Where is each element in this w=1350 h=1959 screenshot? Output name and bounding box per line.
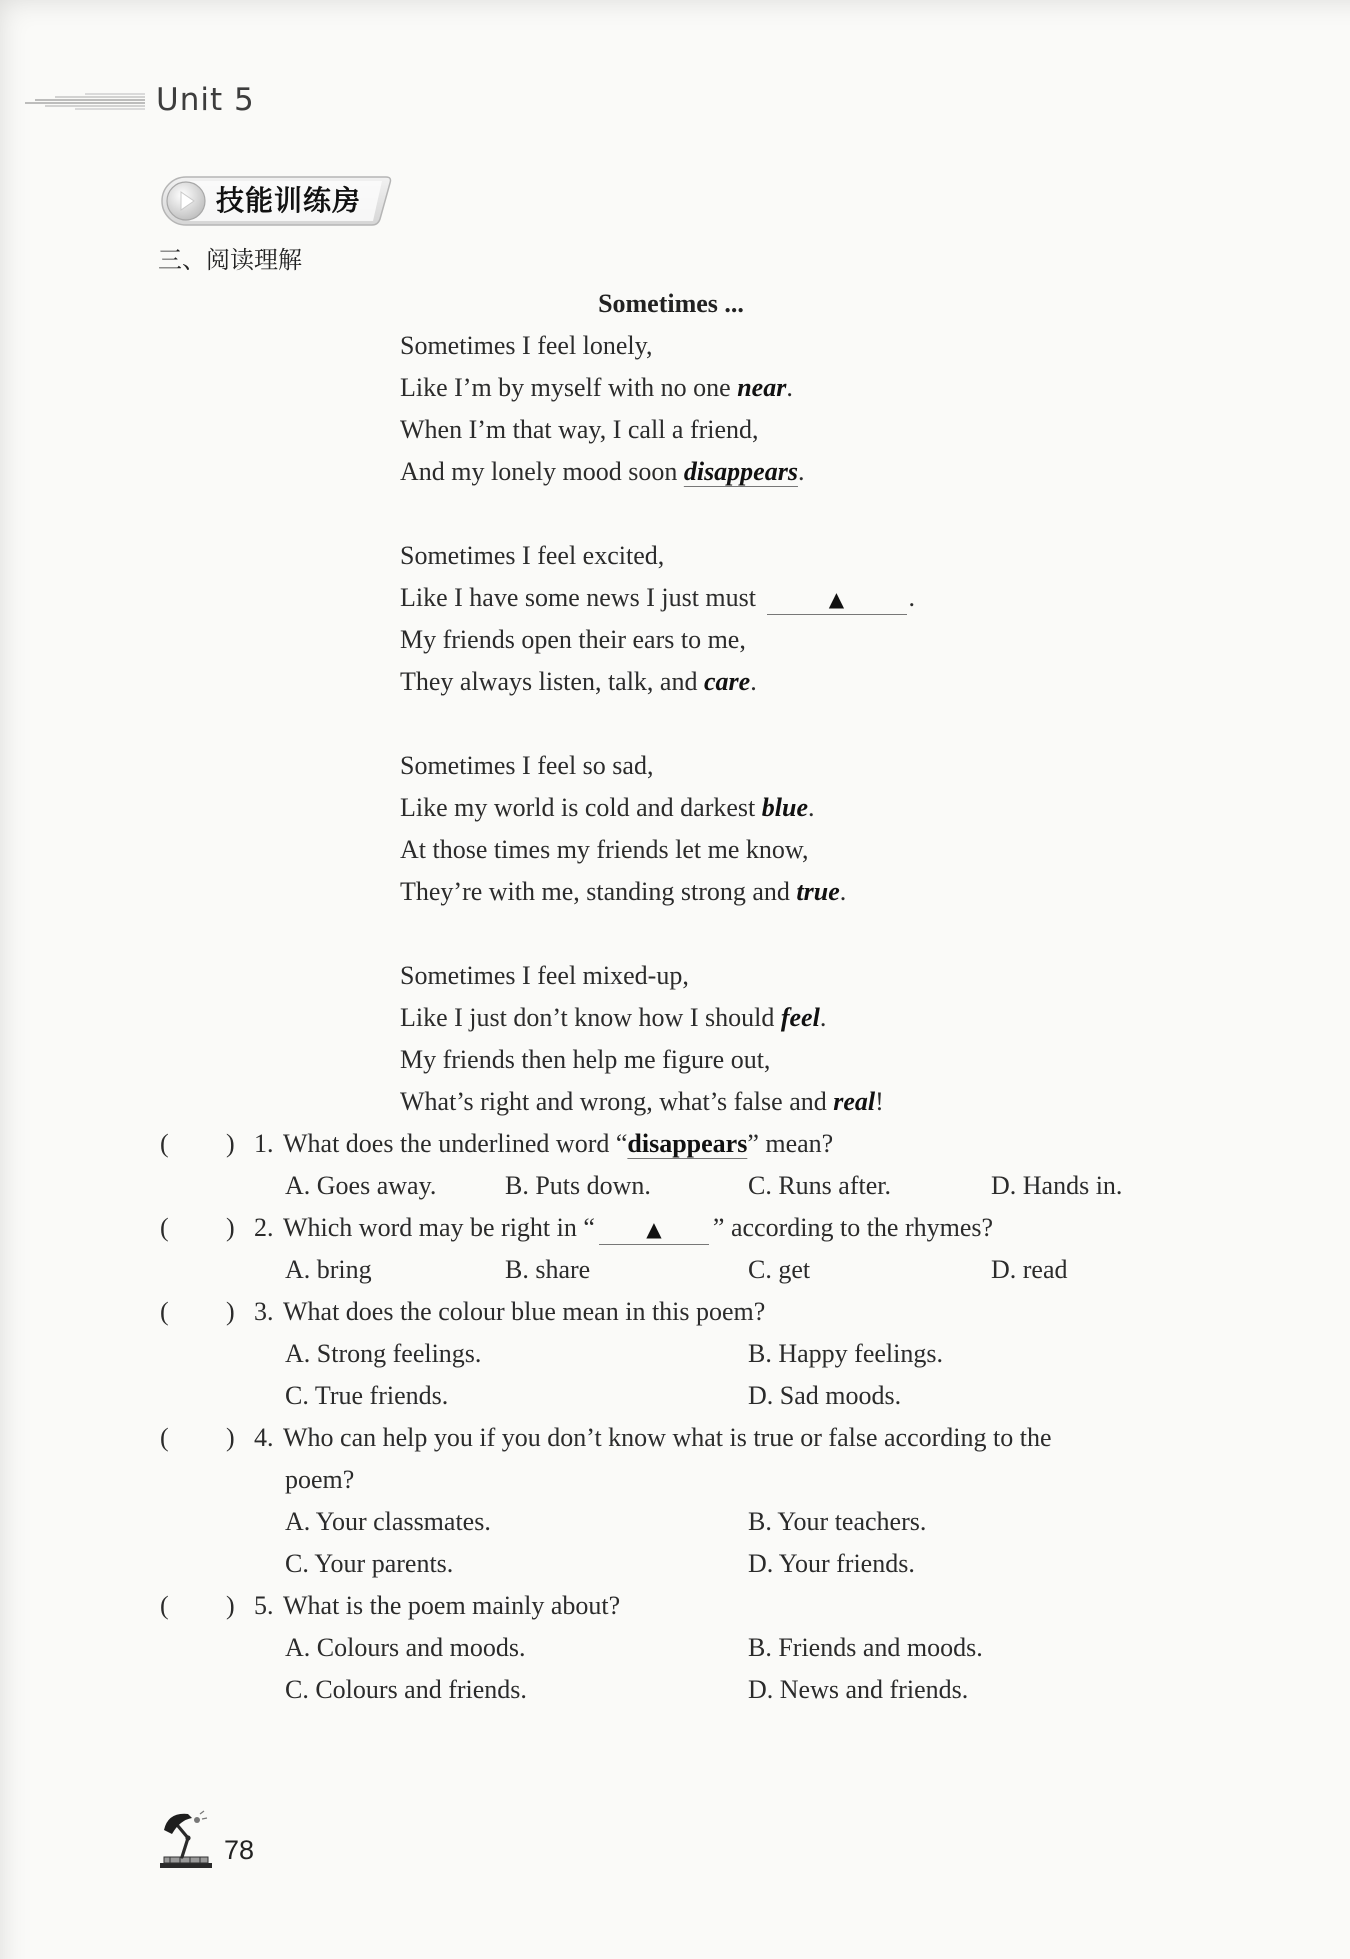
desk-lamp-icon [158,1808,216,1870]
question-text: What does the colour blue mean in this poem? [283,1297,766,1326]
underlined-word: disappears [627,1129,748,1158]
question-3-options-row-1 [0,1333,1350,1375]
poem-line-punct: . [908,583,915,612]
poem-line [0,661,1350,703]
poem-line-punct: . [797,457,805,486]
answer-bracket-close: ) [226,1423,235,1452]
option-c: C. Colours and friends. [285,1675,527,1704]
underlined-key-word: disappears [683,457,798,486]
question-number: 2. [254,1213,274,1242]
poem-line [0,787,1350,829]
option-a: A. Your classmates. [285,1507,491,1536]
question-4-options-row-1 [0,1501,1350,1543]
option-d: D. Hands in. [991,1171,1123,1200]
page-number: 78 [224,1835,255,1865]
question-2 [0,1207,1350,1249]
option-d: D. News and friends. [748,1675,969,1704]
question-number: 4. [254,1423,274,1452]
answer-bracket-open: ( [160,1297,169,1326]
answer-bracket-close: ) [226,1129,235,1158]
answer-blank [599,1215,709,1245]
poem-line: Sometimes I feel excited, [400,541,665,570]
poem-line-text: Like I have some news I just must [400,583,763,612]
question-text: Who can help you if you don’t know what is true or false according to the [283,1423,1052,1452]
answer-bracket-open: ( [160,1129,169,1158]
poem-line: When I’m that way, I call a friend, [400,415,759,444]
poem-line-text: What’s right and wrong, what’s false and [400,1087,834,1116]
question-text-post: ” according to the rhymes? [712,1213,994,1242]
question-1 [0,1123,1350,1165]
poem-line [0,871,1350,913]
key-word: real [833,1087,876,1116]
answer-bracket-open: ( [160,1213,169,1242]
stanza-gap [0,913,1350,955]
key-word: blue [761,793,808,822]
question-3-options-row-2 [0,1375,1350,1417]
poem-line-text: They always listen, talk, and [400,667,704,696]
option-a: A. Strong feelings. [285,1339,482,1368]
reading-section [0,283,1350,1711]
question-text: What is the poem mainly about? [283,1591,621,1620]
option-a: A. Goes away. [285,1171,437,1200]
option-b: B. Your teachers. [748,1507,927,1536]
poem-line [0,451,1350,493]
poem-title-row [0,283,1350,325]
question-text [283,1123,833,1165]
answer-bracket-close: ) [226,1591,235,1620]
poem-line: At those times my friends let me know, [400,835,809,864]
poem-line [0,577,1350,619]
poem-line-text: Like I’m by myself with no one [400,373,738,402]
question-number: 1. [254,1129,274,1158]
option-d: D. Sad moods. [748,1381,902,1410]
poem-line-text: Like I just don’t know how I should [400,1003,781,1032]
question-5-options-row-1 [0,1627,1350,1669]
section-badge [160,175,394,227]
poem-line: My friends open their ears to me, [400,625,746,654]
question-5 [0,1585,1350,1627]
stanza-gap [0,703,1350,745]
option-c: C. Your parents. [285,1549,454,1578]
question-5-options-row-2 [0,1669,1350,1711]
section-heading: 三、阅读理解 [158,246,302,274]
poem-title: Sometimes ... [598,289,744,318]
question-4 [0,1417,1350,1459]
header-rule-decoration [25,92,145,110]
question-text-post: ” mean? [747,1129,834,1158]
key-word: near [737,373,787,402]
question-1-options [0,1165,1350,1207]
badge-label: 技能训练房 [216,184,362,217]
poem-line-punct: . [819,1003,827,1032]
poem-line: Sometimes I feel mixed-up, [400,961,689,990]
question-4-continued [0,1459,1350,1501]
poem-line-text: They’re with me, standing strong and [400,877,797,906]
poem-line [0,367,1350,409]
answer-bracket-close: ) [226,1297,235,1326]
answer-bracket-open: ( [160,1423,169,1452]
key-word: feel [780,1003,820,1032]
play-circle-icon [167,182,205,220]
poem-line-text: And my lonely mood soon [400,457,684,486]
question-4-options-row-2 [0,1543,1350,1585]
triangle-marker-icon: ▲ [646,1217,662,1241]
answer-bracket-close: ) [226,1213,235,1242]
option-c: C. Runs after. [748,1171,891,1200]
poem-line-punct: ! [875,1087,884,1116]
triangle-marker-icon: ▲ [828,587,845,611]
answer-blank [767,585,907,615]
question-3 [0,1291,1350,1333]
question-text-continued: poem? [285,1465,355,1494]
poem-line-text: Like my world is cold and darkest [400,793,762,822]
option-c: C. True friends. [285,1381,449,1410]
question-text-pre: What does the underlined word “ [283,1129,628,1158]
option-a: A. Colours and moods. [285,1633,526,1662]
unit-title: Unit 5 [156,82,255,118]
option-b: B. Happy feelings. [748,1339,943,1368]
poem-line-punct: . [786,373,793,402]
key-word: true [796,877,840,906]
option-d: D. Your friends. [748,1549,915,1578]
stanza-gap [0,493,1350,535]
option-b: B. Friends and moods. [748,1633,983,1662]
poem-line-punct: . [808,793,815,822]
poem-line [0,997,1350,1039]
poem-line: Sometimes I feel so sad, [400,751,654,780]
question-number: 3. [254,1297,274,1326]
question-number: 5. [254,1591,274,1620]
option-a: A. bring [285,1255,372,1284]
option-b: B. Puts down. [505,1171,651,1200]
option-c: C. get [748,1255,811,1284]
poem-line [0,1081,1350,1123]
question-2-options [0,1249,1350,1291]
option-b: B. share [505,1255,591,1284]
poem-line-punct: . [839,877,847,906]
key-word: care [703,667,751,696]
poem-line-punct: . [750,667,757,696]
poem-line: My friends then help me figure out, [400,1045,771,1074]
question-text [283,1207,993,1249]
poem-line: Sometimes I feel lonely, [400,331,653,360]
answer-bracket-open: ( [160,1591,169,1620]
question-text-pre: Which word may be right in “ [283,1213,595,1242]
option-d: D. read [991,1255,1068,1284]
